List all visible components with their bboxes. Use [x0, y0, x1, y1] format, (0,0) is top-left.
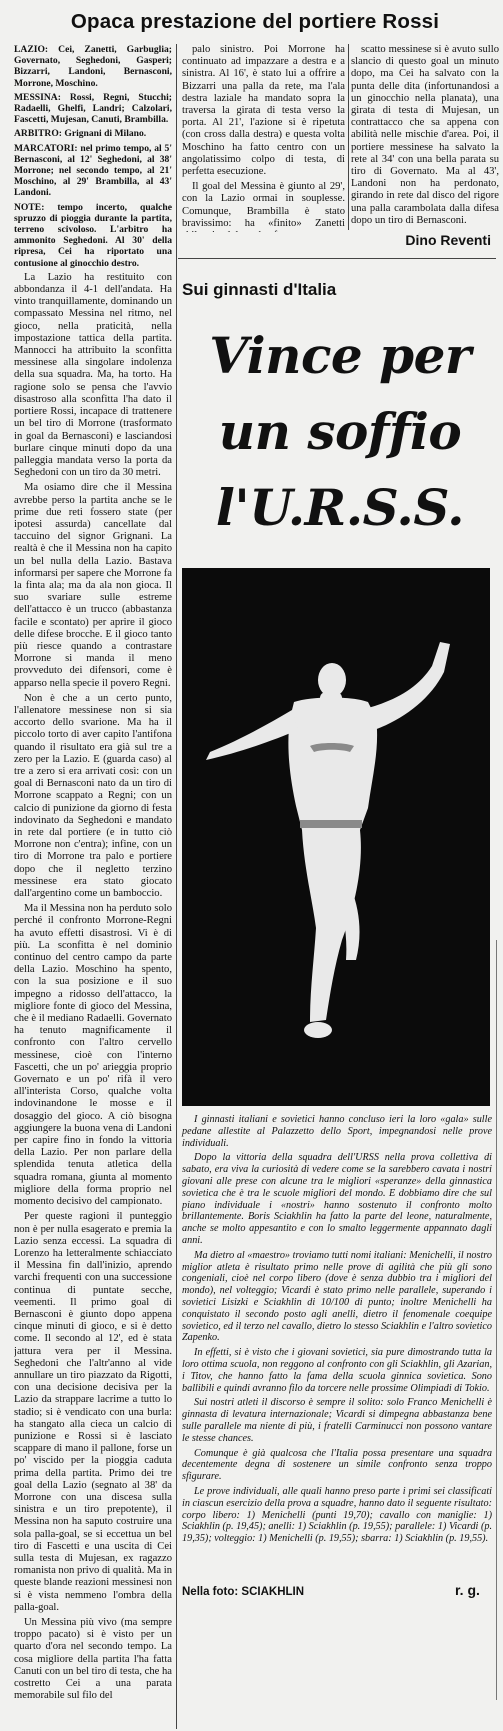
gymnast-silhouette	[182, 568, 490, 1106]
lineup-messina: MESSINA: Rossi, Regni, Stucchi; Radaelli, Ghelfi, Landri; Calzolari, Fascetti, Mujesan, Canuti, Brambilla.	[14, 91, 172, 126]
photo-caption: Nella foto: SCIAKHLIN	[182, 1586, 305, 1598]
report-paragraph: La Lazio ha restituito con abbondanza il 4-1 dell'andata. Ha vinto tranquillamente, dominando un compassato Messina nel ritmo, nel gioco, nella praticità, nella impostazione tattica della partita. Mannocci ha attribuito la sconfitta messinese alla singolare indolenza della sua squadra. Ma, ha torto. Ha ragione solo se pensa che l'avvio disastroso alla sconfitta l'ha dato il portiere Rossi, incapace di trattenere un bel tiro di Morrone (trasformato in goal da Bernasconi) e lasciandosi burlare cinque minuti dopo da una palleggia mandata verso la porta da Seghedoni con un tiro da 30 metri.	[14, 271, 172, 479]
match-report-continuation	[182, 44, 345, 232]
lineup-lazio: LAZIO: Cei, Zanetti, Garbuglia; Governato, Seghedoni, Gasperi; Bizzarri, Landoni, Bernasconi, Morrone, Moschino.	[14, 44, 172, 89]
report-paragraph: Non è che a un certo punto, l'allenatore messinese non si sia accorto dello svarione. Ma ha il piccolo torto di aver capito l'antifona quando il risultato era già sul tre a zero per la Lazio. E (guarda caso) al tre a zero si era arrivati così: con un goal di Bernasconi nato da un tiro di Morrone scappato a Regni; con un calcio di punizione da giorno di festa indovinato da Seghedoni e mandato in rete dal portiere (e in tutto ciò Morrone non c'entra); infine, con un tiro di Morrone tra palo e portiere dopo che il negletto terzino messinese era stato giocato dall'argentino come un bamboccio.	[14, 692, 172, 900]
notes-line: NOTE: tempo incerto, qualche spruzzo di pioggia durante la partita, terreno scivoloso. L'arbitro ha ammonito Seghedoni. Al 30' della ripresa, Cei ha riportato una contusione al ginocchio destro.	[14, 201, 172, 269]
match-report-ending	[351, 44, 499, 228]
story-paragraph: Ma dietro al «maestro» troviamo tutti nomi italiani: Menichelli, il nostro miglior atleta è risultato primo nelle prove di agilità che più gli sono congeniali, cioè nel corpo libero (dove è senza dubbio tra i migliori del mondo), nel volteggio; Vicardi è stato primo nelle parallele, superando i sovietici Lisizki e Sciakhlin di 10/100 di punto; inoltre Menichelli ha conquistato il secondo posto agli anelli, dietro il fenomenale coequipe sovietico, ed il terzo nel cavallo, dietro lo stesso Sciakhlin e l'altro sovietico Zapenko.	[182, 1249, 492, 1344]
byline: Dino Reventi	[405, 232, 491, 248]
report-paragraph: Il goal del Messina è giunto al 29', con la Lazio ormai in souplesse. Comunque, Brambilla è stato bravissimo: ha «finito» Zanetti	[182, 181, 345, 229]
title-line: l'U.R.S.S.	[215, 478, 465, 537]
report-paragraph: Un Messina più vivo (ma sempre troppo pacato) si è visto per un quarto d'ora nel secondo tempo. La cosa migliore della partita l'ha fatta Canuti con un bel tiro di testa, che ha costretto Cei a una parata memorabile sul filo del	[14, 1617, 172, 1702]
title-line: un soffio	[218, 402, 462, 461]
report-paragraph: palo sinistro. Poi Morrone ha continuato ad impazzare a destra e a sinistra. Al 16', è stato lui a offrire a Bizzarri una palla da rete, ma l'ala destra laziale ha mandato sopra la traversa la girata di testa verso la porta. Al 21', l'azione si è ripetuta (con cross dalla destra) e questa volta Moschino ha fatto centro con un angolatissimo colpo di testa, di perfetta esecuzione.	[182, 44, 345, 178]
story-paragraph: Le prove individuali, alle quali hanno preso parte i primi sei classificati in ciascun esercizio della prova a squadre, hanno dato il seguente risultato: corpo libero: 1) Menichelli (punti 19,70); cavallo con maniglie: 1) Sciakhlin (p. 19,45); anelli: 1) Sciakhlin (p. 19,55); parallele: 1) Vicardi (p. 19,35); volteggio: 1) Menichelli (p. 19,55); sbarra: 1) Sciakhlin (p. 19,55).	[182, 1485, 492, 1545]
adjacent-column-edge	[496, 940, 503, 1700]
match-report-column	[14, 44, 172, 1729]
story-paragraph: I ginnasti italiani e sovietici hanno concluso ieri la loro «gala» sulle pedane allestite al Palazzetto dello Sport, impegnandosi nelle prove individuali.	[182, 1114, 492, 1149]
story-paragraph: Comunque è già qualcosa che l'Italia possa presentare una squadra decentemente degna di sostenere un simile confronto senza troppo sfigurare.	[182, 1447, 492, 1483]
gymnastics-story	[182, 1114, 492, 1559]
column-divider	[176, 44, 177, 1729]
page-headline: Opaca prestazione del portiere Rossi	[70, 10, 440, 33]
column-divider	[348, 44, 349, 230]
gymnastics-title	[182, 318, 498, 546]
section-kicker: Sui ginnasti d'Italia	[182, 280, 337, 299]
report-paragraph: Ma il Messina non ha perduto solo perché il confronto Morrone-Regni ha avuto effetti disastrosi. Vi è di più. La sconfitta è nel dominio continuo del centro campo da parte della Lazio. Moschino ha spento, con la sua posizione e il suo impegno a ridosso dell'attacco, la migliore fonte di gioco del Messina, che è il mediano Radaelli. Governato ha tenuto magnificamente il confronto con l'altro cervello messinese, cioè con l'interno Fascetti, che un po' arieggia proprio Governato e un po' rifà il vero all'interista Corso, qualche volta indovinandone le mosse e il dosaggio del gioco. A ciò bisogna aggiungere la buona vena di Landoni per capire fino in fondo la vittoria della Lazio. Per non parlare della splendida tenuta atletica della squadra romana, giunta al momento migliore della forma proprio nel momento decisivo del campionato.	[14, 903, 172, 1208]
referee-line: ARBITRO: Grignani di Milano.	[14, 128, 147, 140]
story-paragraph: Sui nostri atleti il discorso è sempre il solito: solo Franco Menichelli è ginnasta di levatura internazionale; Vicardi si dimpegna abbastanza bene sulle parallele ma niente di più, i fratelli Carminucci non possono vantare le stesse chances.	[182, 1397, 492, 1444]
report-paragraph: Per queste ragioni il punteggio non è per nulla esagerato e premia la Lazio senza eccessi. La squadra di Lorenzo ha letteralmente schiacciato il Messina fin dall'inizio, aprendo varchi frequenti con una successione continua di puntate secche, veementi. Il primo goal di Bernasconi è giunto dopo appena cinque minuti di gioco, e si è detto come. Il secondo al 12', ed è stata jattura vera per il Messina. Seghedoni che l'altr'anno al vide annullare un tiro piazzato da Rigotti, con una decisione decisiva per la Lazio da strappare lacrime a tutto lo stadio; si è vendicato con una burla: ha stangato alla cieca un calcio di punizione e Rossi si è lasciato scappare di mano il pallone, forse un po' viscido per la pioggia caduta prima della partita. Primo dei tre goal della Lazio (segnato al 38' da Morrone con una discesa sulla sinistra e un tiro prepotente), il Messina non ha saputo costruire una sola palla-goal, se si eccettua un bel tiro di Fascetti e una uscita di Cei sulla testa di Mujesan, ex ragazzo romanista non privo di qualità. Ma in queste blande reazioni messinesi non si è vista nemmeno l'ombra della palla-goal.	[14, 1211, 172, 1613]
report-paragraph: Ma osiamo dire che il Messina avrebbe perso la partita anche se le prime due reti fossero state (per ipotesi assurda) cancellate dal taccuino del signor Grignani. La realtà è che il Messina non ha capito un bel nulla della Lazio. Bastava informarsi per sapere che Morrone fa la finta ala; ma da ala non gioca. Il suo svariare sulle estreme dell'attacco è un trucco (abbastanza facile e scontato) per aprire il gioco delle difese brocche. E il gioco tanto più riesce quando a contrastare Morrone si manda il meno provveduto dei difensori, come è apparso nella specie il povero Regni.	[14, 482, 172, 689]
lineups-block	[14, 44, 172, 269]
scorers-line: MARCATORI: nel primo tempo, al 5' Bernasconi, al 12' Seghedoni, al 38' Morrone; nel secondo tempo, al 21' Moschino, al 29' Brambilla, al 43' Landoni.	[14, 142, 172, 199]
report-paragraph: scatto messinese si è avuto sullo slancio di questo goal un minuto dopo, ma Cei ha salvato con la punta delle dita (infortunandosi a un ginocchio nella planata), una girata di testa di Mujesan, un contrattacco che sa appena con abilità nelle mischie d'area. Poi, il portiere messinese ha salvato la rete al 34' con una bella parata su tiro di Governato. Ma al 43', Landoni non ha perdonato, girando in rete dal disco del rigore una palla carambolata dalla difesa dopo un tiro di Bernasconi.	[351, 44, 499, 226]
author-initials: r. g.	[455, 1582, 480, 1598]
section-divider	[178, 258, 496, 259]
story-paragraph: In effetti, si è visto che i giovani sovietici, sia pure dimostrando tutta la loro ottima scuola, non reggono al confronto con gli Sciakhlin, gli Azarian, i Titov, che hanno fatto la fama della scuola ginnica sovietica. Sono ballibili e quindi avranno filo da torcere nelle prossime Olimpiadi di Tokio.	[182, 1347, 492, 1394]
gymnast-photo	[182, 568, 490, 1106]
title-line: Vince per	[209, 326, 471, 385]
story-paragraph: Dopo la vittoria della squadra dell'URSS nella prova collettiva di sabato, era viva la curiosità di vedere come se la sarebbero cavata i nostri giovani alle prese con alcune tra le migliori «speranze» della ginnastica sovietica che è tra le scuole migliori del mondo. E dobbiamo dire che sul piano individuale i «nostri» hanno sostenuto il confronto molto brillantemente. Boris Sciakhlin ha fatto la parte del leone, naturalmente, anche se molto appesantito e con lo smalto leggermente appannato dagli anni.	[182, 1152, 492, 1246]
